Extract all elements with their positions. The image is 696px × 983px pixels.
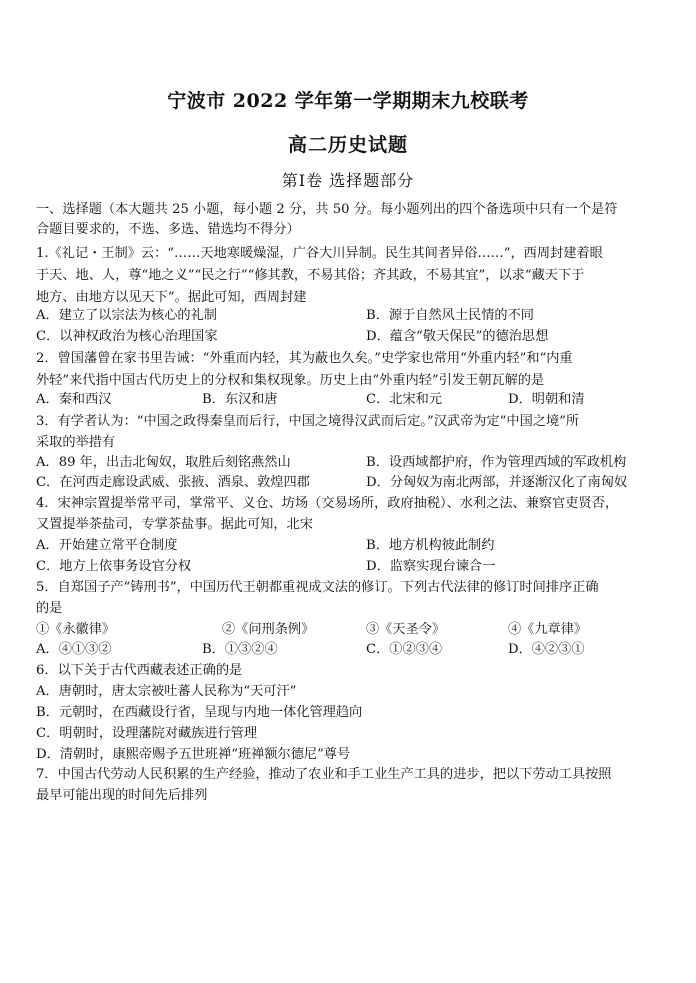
question-6-option-d[interactable]: D．清朝时，康熙帝赐予五世班禅“班禅额尔德尼”尊号 [36,747,351,762]
question-3-stem: 采取的举措有 [36,435,116,450]
exam-title: 宁波市 2022 学年第一学期期末九校联考 [167,90,529,112]
question-1-option-b[interactable]: B．源于自然风土民情的不同 [366,308,534,323]
question-1-stem: 于天、地、人，尊“地之义”“民之行”“修其教，不易其俗；齐其政，不易其宜”，以求“藏天下于 [36,268,585,283]
question-3-option-b[interactable]: B．设西域都护府，作为管理西域的军政机构 [366,455,627,470]
question-2-option-a[interactable]: A．秦和西汉 [36,392,112,407]
question-2-option-b[interactable]: B．东汉和唐 [202,392,278,407]
question-5-option-a[interactable]: A．④①③② [36,642,112,657]
question-5-item-3: ③《天圣令》 [366,622,446,637]
part-heading: 第Ⅰ卷 选择题部分 [281,171,415,190]
question-4-option-d[interactable]: D．监察实现台谏合一 [366,559,496,574]
question-4-stem: 又置提举茶盐司，专掌茶盐事。据此可知，北宋 [36,517,313,532]
question-6-stem: 6．以下关于古代西藏表述正确的是 [36,663,243,678]
question-1-option-a[interactable]: A．建立了以宗法为核心的礼制 [36,308,217,323]
question-3-stem: 3．有学者认为：“中国之政得秦皇而后行，中国之境得汉武而后定。”汉武帝为定“中国之境”所 [36,414,580,429]
question-5-option-d[interactable]: D．④②③① [508,642,585,657]
question-2-option-c[interactable]: C．北宋和元 [366,392,443,407]
question-6-option-b[interactable]: B．元朝时，在西藏设行省，呈现与内地一体化管理趋向 [36,705,363,720]
question-4-option-b[interactable]: B．地方机构彼此制约 [366,538,495,553]
question-5-stem: 的是 [36,601,63,616]
question-1-stem: 1.《礼记・王制》云：“……天地寒暖燥湿，广谷大川异制。民生其间者异俗……”，西周封建着眼 [36,246,603,261]
question-7-stem: 7．中国古代劳动人民积累的生产经验，推动了农业和手工业生产工具的进步，把以下劳动工具按照 [36,767,612,782]
question-2-stem: 2．曾国藩曾在家书里告诫：“外重而内轻，其为蔽也久矣。”史学家也常用“外重内轻”和“内重 [36,351,573,366]
question-5-option-c[interactable]: C．①②③④ [366,642,443,657]
section-intro-line: 合题目要求的，不选、多选、错选均不得分） [36,222,300,237]
question-6-option-a[interactable]: A．唐朝时，唐太宗被吐蕃人民称为“天可汗” [36,684,297,699]
question-3-option-c[interactable]: C．在河西走廊设武威、张掖、酒泉、敦煌四郡 [36,475,310,490]
question-4-option-a[interactable]: A．开始建立常平仓制度 [36,538,178,553]
question-6-option-c[interactable]: C．明朝时，设理藩院对藏族进行管理 [36,726,258,741]
question-5-item-1: ①《永徽律》 [36,622,116,637]
question-3-option-d[interactable]: D．分匈奴为南北两部，并逐渐汉化了南匈奴 [366,475,628,490]
question-3-option-a[interactable]: A．89 年，出击北匈奴，取胜后刻铭燕然山 [36,455,291,470]
question-5-item-2: ②《问刑条例》 [222,622,315,637]
question-4-option-c[interactable]: C．地方上依事务设官分权 [36,559,192,574]
question-2-stem: 外轻”来代指中国古代历史上的分权和集权现象。历史上由“外重内轻”引发王朝瓦解的是 [36,373,545,388]
question-1-option-d[interactable]: D．蕴含“敬天保民”的德治思想 [366,329,549,344]
exam-subtitle: 高二历史试题 [287,134,408,156]
section-intro-line: 一、选择题（本大题共 25 小题，每小题 2 分，共 50 分。每小题列出的四个备选项中只有一个是符 [36,202,618,217]
question-4-stem: 4．宋神宗置提举常平司，掌常平、义仓、坊场（交易场所，政府抽税）、水利之法、兼察官吏贤否， [36,496,619,511]
question-2-option-d[interactable]: D．明朝和清 [508,392,585,407]
question-5-option-b[interactable]: B．①③②④ [202,642,278,657]
question-1-option-c[interactable]: C．以神权政治为核心治理国家 [36,329,218,344]
question-5-stem: 5．自郑国子产“铸刑书”，中国历代王朝都重视成文法的修订。下列古代法律的修订时间排序正确 [36,580,599,595]
question-5-item-4: ④《九章律》 [508,622,588,637]
question-1-stem: 地方、由地方以见天下”。据此可知，西周封建 [36,290,307,305]
question-7-stem: 最早可能出现的时间先后排列 [36,788,208,803]
